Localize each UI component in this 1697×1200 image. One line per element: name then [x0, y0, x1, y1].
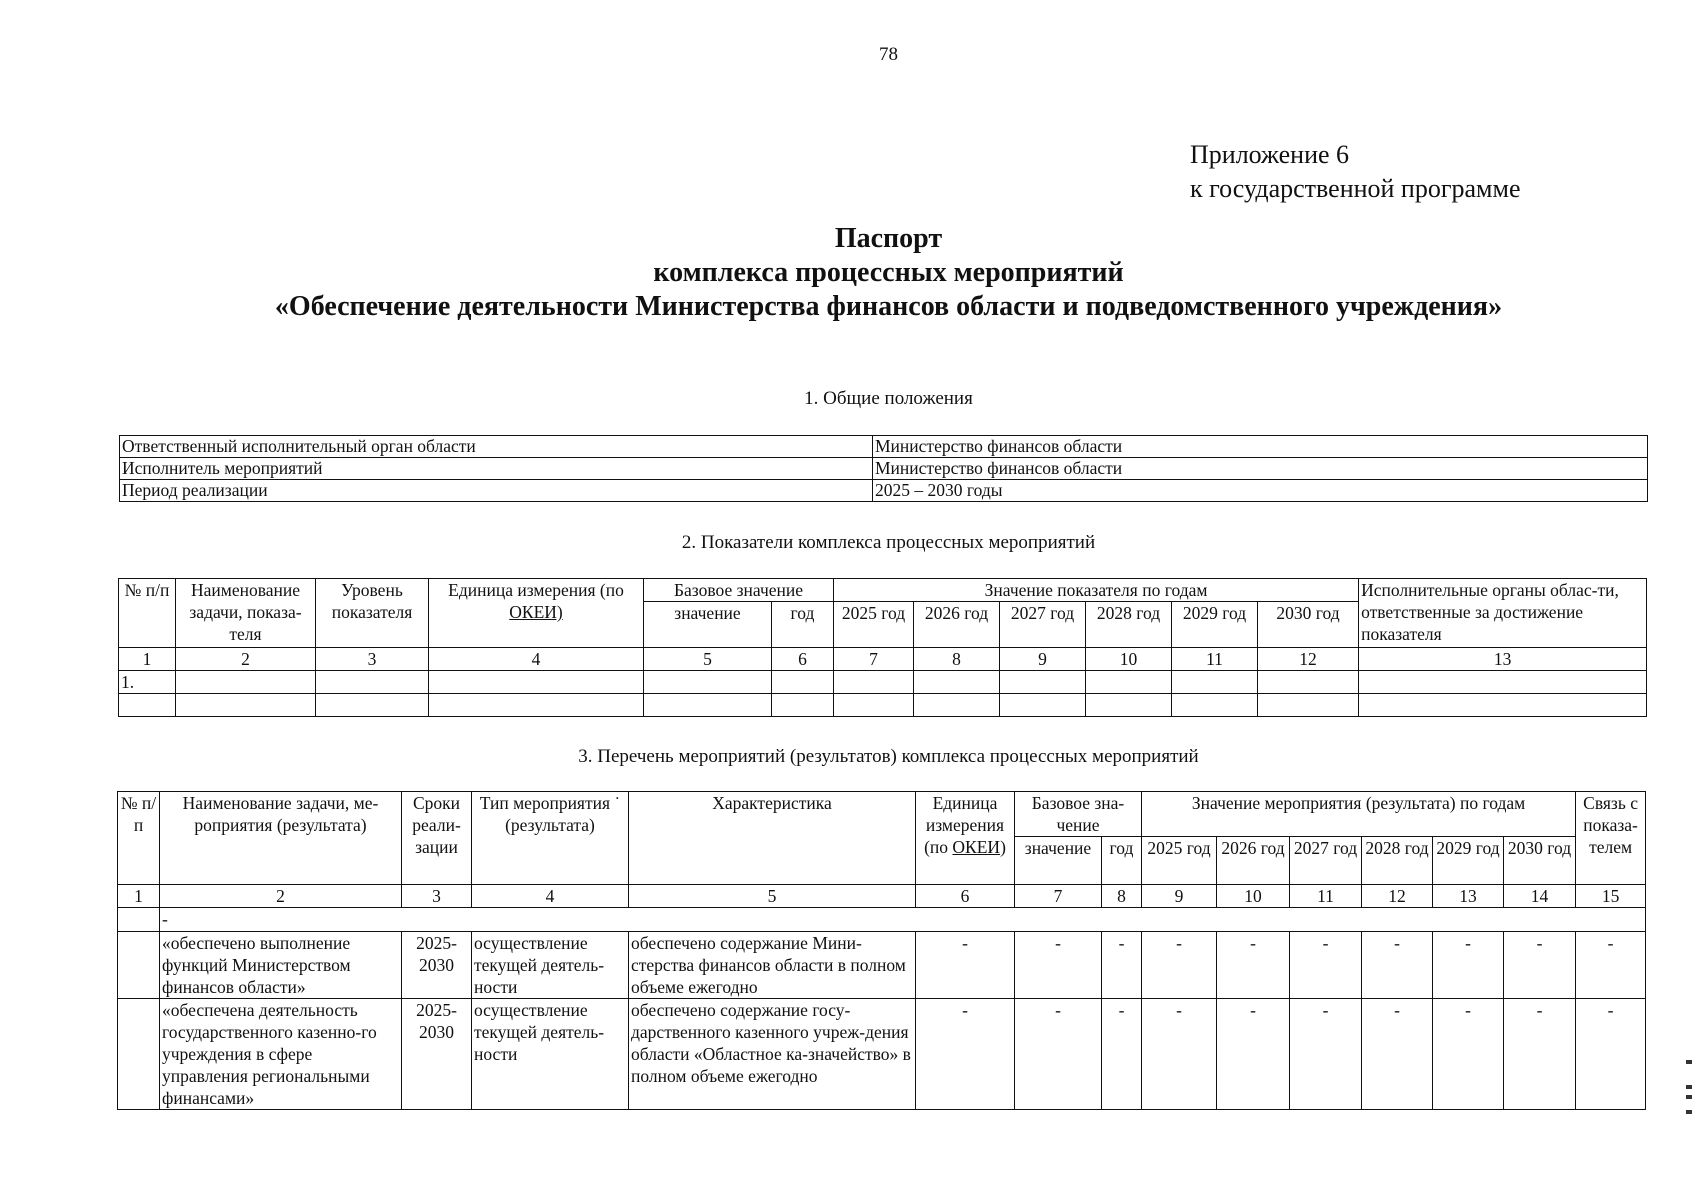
col-header-no: № п/п: [119, 579, 176, 648]
unit-text: Единица измерения: [925, 793, 1005, 835]
col-header-link: Связь с показа-телем: [1576, 792, 1646, 885]
row-value: 2025 – 2030 годы: [873, 480, 1648, 502]
col-number: 4: [429, 648, 644, 671]
section3-heading: 3. Перечень мероприятий (результатов) комплекса процессных мероприятий: [578, 746, 1199, 767]
empty-row-mark: -: [160, 908, 1646, 932]
col-header-base: Базовое зна-чение: [1015, 792, 1142, 837]
column-number-row: [118, 885, 1646, 908]
header-row: [118, 792, 1646, 837]
table-row: [118, 908, 1646, 932]
col-header-year: 2027 год: [1000, 602, 1086, 648]
col-header-name: Наименование задачи, показа-теля: [176, 579, 316, 648]
annex-line-2: к государственной программе: [1190, 174, 1521, 203]
annex-note: [1190, 138, 1521, 206]
general-provisions-table: [119, 435, 1648, 502]
unit-text: Единица измерения (по: [448, 580, 624, 600]
col-header-type: Тип мероприятия ˙ (результата): [472, 792, 629, 885]
col-header-no: № п/п: [118, 792, 160, 885]
cell-value: -: [1217, 932, 1290, 999]
col-number: 11: [1172, 648, 1258, 671]
activity-terms: 2025-2030: [402, 999, 472, 1110]
cell-value: -: [1504, 999, 1576, 1110]
col-header-level: Уровень показателя: [316, 579, 429, 648]
cell-value: -: [1015, 999, 1102, 1110]
title-line-1: Паспорт: [834, 223, 943, 254]
col-number: 7: [834, 648, 914, 671]
col-header-base-value: значение: [644, 602, 772, 648]
row-label: Исполнитель мероприятий: [120, 458, 873, 480]
cell-value: -: [1362, 932, 1433, 999]
activity-type: осуществление текущей деятель-ности: [472, 999, 629, 1110]
col-number: 2: [176, 648, 316, 671]
activity-terms: 2025-2030: [402, 932, 472, 999]
unit-text-prefix: (по: [924, 837, 953, 857]
section2-heading: 2. Показатели комплекса процессных мероприятий: [681, 532, 1096, 553]
okei-link: ОКЕИ): [509, 602, 563, 622]
activity-characteristic: обеспечено содержание Мини-стерства финансов области в полном объеме ежегодно: [629, 932, 916, 999]
col-number: 8: [914, 648, 1000, 671]
col-number: 1: [119, 648, 176, 671]
cell-value: -: [1433, 932, 1504, 999]
table-row: [118, 999, 1646, 1110]
col-number: 15: [1576, 885, 1646, 908]
col-header-executors: Исполнительные органы облас-ти, ответственные за достижение показателя: [1359, 579, 1647, 648]
col-number: 13: [1433, 885, 1504, 908]
title-line-3: «Обеспечение деятельности Министерства финансов области и подведомственного учреждения»: [274, 291, 1503, 322]
col-header-values: Значение показателя по годам: [834, 579, 1359, 602]
col-header-base: Базовое значение: [644, 579, 834, 602]
col-header-year: 2030 год: [1258, 602, 1359, 648]
col-number: 7: [1015, 885, 1102, 908]
table-row: [120, 458, 1648, 480]
col-number: 10: [1086, 648, 1172, 671]
col-number: 5: [644, 648, 772, 671]
col-header-characteristic: Характеристика: [629, 792, 916, 885]
scan-speck: [1686, 1085, 1692, 1089]
col-number: 5: [629, 885, 916, 908]
cell-value: -: [916, 932, 1015, 999]
cell-value: -: [1142, 932, 1217, 999]
col-number: 9: [1000, 648, 1086, 671]
col-header-year: 2025 год: [1142, 837, 1217, 885]
col-number: 11: [1290, 885, 1362, 908]
cell-value: -: [1362, 999, 1433, 1110]
cell-value: -: [1576, 932, 1646, 999]
cell-value: -: [1433, 999, 1504, 1110]
col-header-year: 2026 год: [1217, 837, 1290, 885]
col-header-year: 2030 год: [1504, 837, 1576, 885]
col-header-year: 2029 год: [1433, 837, 1504, 885]
col-number: 14: [1504, 885, 1576, 908]
col-number: 2: [160, 885, 402, 908]
cell-value: -: [916, 999, 1015, 1110]
cell-value: -: [1217, 999, 1290, 1110]
column-number-row: [119, 648, 1647, 671]
col-header-unit: [916, 792, 1015, 885]
col-number: 13: [1359, 648, 1647, 671]
activity-type: осуществление текущей деятель-ности: [472, 932, 629, 999]
col-header-year: 2025 год: [834, 602, 914, 648]
cell-value: -: [1102, 999, 1142, 1110]
col-header-year: 2029 год: [1172, 602, 1258, 648]
col-number: 12: [1362, 885, 1433, 908]
col-header-year: 2028 год: [1362, 837, 1433, 885]
row-value: Министерство финансов области: [873, 458, 1648, 480]
activity-name: «обеспечено выполнение функций Министерством финансов области»: [160, 932, 402, 999]
row-value: Министерство финансов области: [873, 436, 1648, 458]
annex-line-1: Приложение 6: [1190, 140, 1350, 169]
col-header-terms: Сроки реали-зации: [402, 792, 472, 885]
col-header-year: 2028 год: [1086, 602, 1172, 648]
col-number: 10: [1217, 885, 1290, 908]
row-number: 1.: [119, 671, 176, 694]
col-header-base-year: год: [772, 602, 834, 648]
table-row: [119, 694, 1647, 717]
cell-value: -: [1504, 932, 1576, 999]
cell-value: -: [1290, 932, 1362, 999]
col-number: 1: [118, 885, 160, 908]
activity-name: «обеспечена деятельность государственного казенно-го учреждения в сфере управления региональными финансами»: [160, 999, 402, 1110]
scan-speck: [1686, 1110, 1692, 1114]
col-header-year: 2026 год: [914, 602, 1000, 648]
col-header-base-year: год: [1102, 837, 1142, 885]
scan-speck: [1686, 1060, 1692, 1064]
cell-value: -: [1015, 932, 1102, 999]
row-label: Ответственный исполнительный орган области: [120, 436, 873, 458]
scan-speck: [1686, 1095, 1692, 1099]
col-header-base-value: значение: [1015, 837, 1102, 885]
table-row: [120, 436, 1648, 458]
unit-text-suffix: ): [1000, 837, 1006, 857]
cell-value: -: [1576, 999, 1646, 1110]
col-number: 6: [916, 885, 1015, 908]
col-number: 6: [772, 648, 834, 671]
indicators-table: [118, 578, 1647, 717]
table-row: [120, 480, 1648, 502]
section1-heading: 1. Общие положения: [804, 388, 973, 409]
col-number: 12: [1258, 648, 1359, 671]
table-row: [118, 932, 1646, 999]
col-header-year: 2027 год: [1290, 837, 1362, 885]
header-row: [119, 579, 1647, 602]
activity-characteristic: обеспечено содержание госу-дарственного казенного учреж-дения области «Областное ка-значейство» в полном объеме ежегодно: [629, 999, 916, 1110]
okei-link: ОКЕИ: [952, 837, 1001, 857]
row-label: Период реализации: [120, 480, 873, 502]
col-header-values: Значение мероприятия (результата) по годам: [1142, 792, 1576, 837]
col-number: 8: [1102, 885, 1142, 908]
col-header-unit: [429, 579, 644, 648]
col-number: 3: [316, 648, 429, 671]
col-header-name: Наименование задачи, ме-роприятия (результата): [160, 792, 402, 885]
cell-value: -: [1142, 999, 1217, 1110]
cell-value: -: [1102, 932, 1142, 999]
col-number: 3: [402, 885, 472, 908]
col-number: 4: [472, 885, 629, 908]
cell-value: -: [1290, 999, 1362, 1110]
document-title: [0, 222, 1697, 324]
table-row: [119, 671, 1647, 694]
col-number: 9: [1142, 885, 1217, 908]
page-number: 78: [879, 44, 898, 65]
activities-table: [117, 791, 1646, 1110]
title-line-2: комплекса процессных мероприятий: [653, 257, 1124, 288]
